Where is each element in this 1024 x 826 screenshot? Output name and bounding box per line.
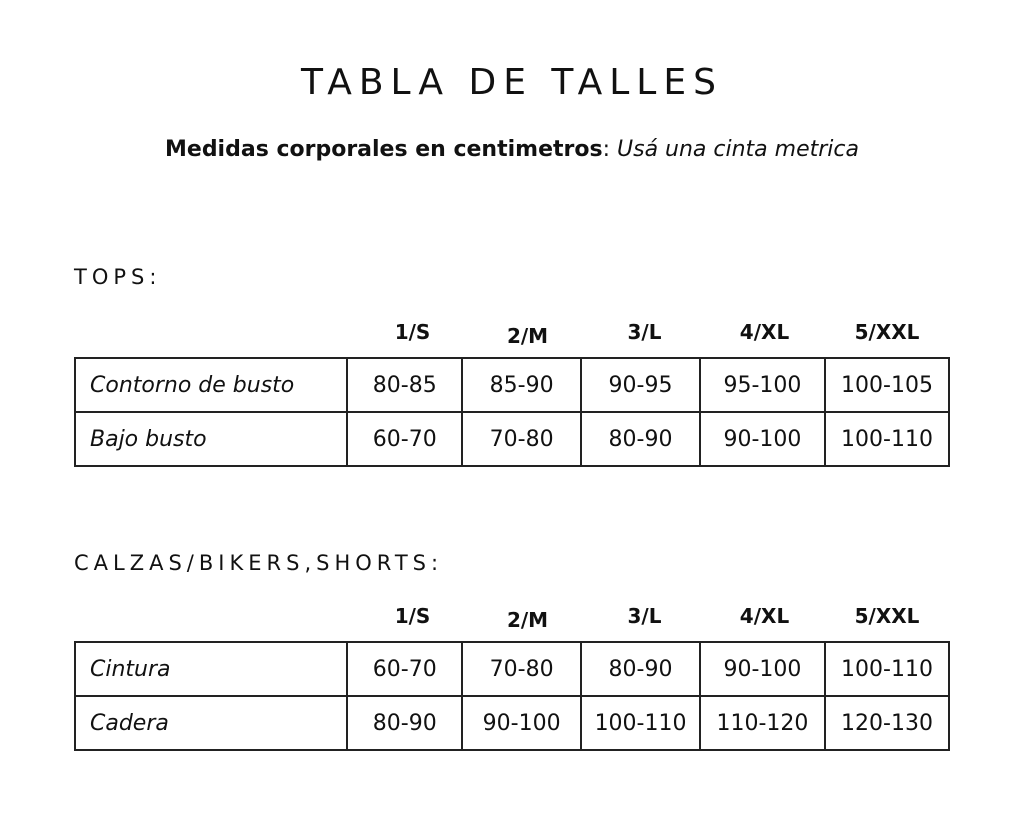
size-header-calzas xyxy=(356,604,949,632)
section-title-calzas: CALZAS/BIKERS,SHORTS: xyxy=(74,551,444,575)
table-cell: 70-80 xyxy=(462,642,581,696)
measure-label: Cintura xyxy=(75,642,347,696)
table-cell: 100-110 xyxy=(825,412,949,466)
subtitle-separator: : xyxy=(602,137,610,162)
table-cell: 100-110 xyxy=(581,696,700,750)
size-heading: 2/M xyxy=(506,324,549,348)
table-cell: 90-100 xyxy=(700,642,825,696)
size-heading: 3/L xyxy=(627,320,662,344)
table-cell: 90-95 xyxy=(581,358,700,412)
size-heading: 4/XL xyxy=(739,320,790,344)
size-heading: 1/S xyxy=(394,320,431,344)
table-cell: 60-70 xyxy=(347,642,462,696)
subtitle-italic: Usá una cinta metrica xyxy=(617,137,859,162)
size-heading: 5/XXL xyxy=(854,604,920,628)
table-cell: 70-80 xyxy=(462,412,581,466)
table-cell: 100-105 xyxy=(825,358,949,412)
section-title-tops: TOPS: xyxy=(74,265,162,289)
table-cell: 80-90 xyxy=(581,412,700,466)
size-header-tops xyxy=(356,320,949,348)
table-cell: 120-130 xyxy=(825,696,949,750)
measure-label: Contorno de busto xyxy=(75,358,347,412)
table-cell: 95-100 xyxy=(700,358,825,412)
table-row xyxy=(75,412,949,466)
size-table-calzas xyxy=(74,641,950,751)
table-cell: 100-110 xyxy=(825,642,949,696)
size-heading: 1/S xyxy=(394,604,431,628)
table-cell: 85-90 xyxy=(462,358,581,412)
table-cell: 60-70 xyxy=(347,412,462,466)
measure-label: Bajo busto xyxy=(75,412,347,466)
size-heading: 3/L xyxy=(627,604,662,628)
size-heading: 5/XXL xyxy=(854,320,920,344)
size-heading: 4/XL xyxy=(739,604,790,628)
table-cell: 90-100 xyxy=(700,412,825,466)
page-title: TABLA DE TALLES xyxy=(301,62,723,103)
table-row xyxy=(75,642,949,696)
table-cell: 90-100 xyxy=(462,696,581,750)
table-cell: 110-120 xyxy=(700,696,825,750)
subtitle xyxy=(0,137,1024,162)
size-table-tops xyxy=(74,357,950,467)
size-heading: 2/M xyxy=(506,608,549,632)
table-cell: 80-90 xyxy=(581,642,700,696)
measure-label: Cadera xyxy=(75,696,347,750)
table-row xyxy=(75,358,949,412)
subtitle-bold: Medidas corporales en centimetros xyxy=(165,137,603,162)
table-cell: 80-85 xyxy=(347,358,462,412)
table-cell: 80-90 xyxy=(347,696,462,750)
table-row xyxy=(75,696,949,750)
